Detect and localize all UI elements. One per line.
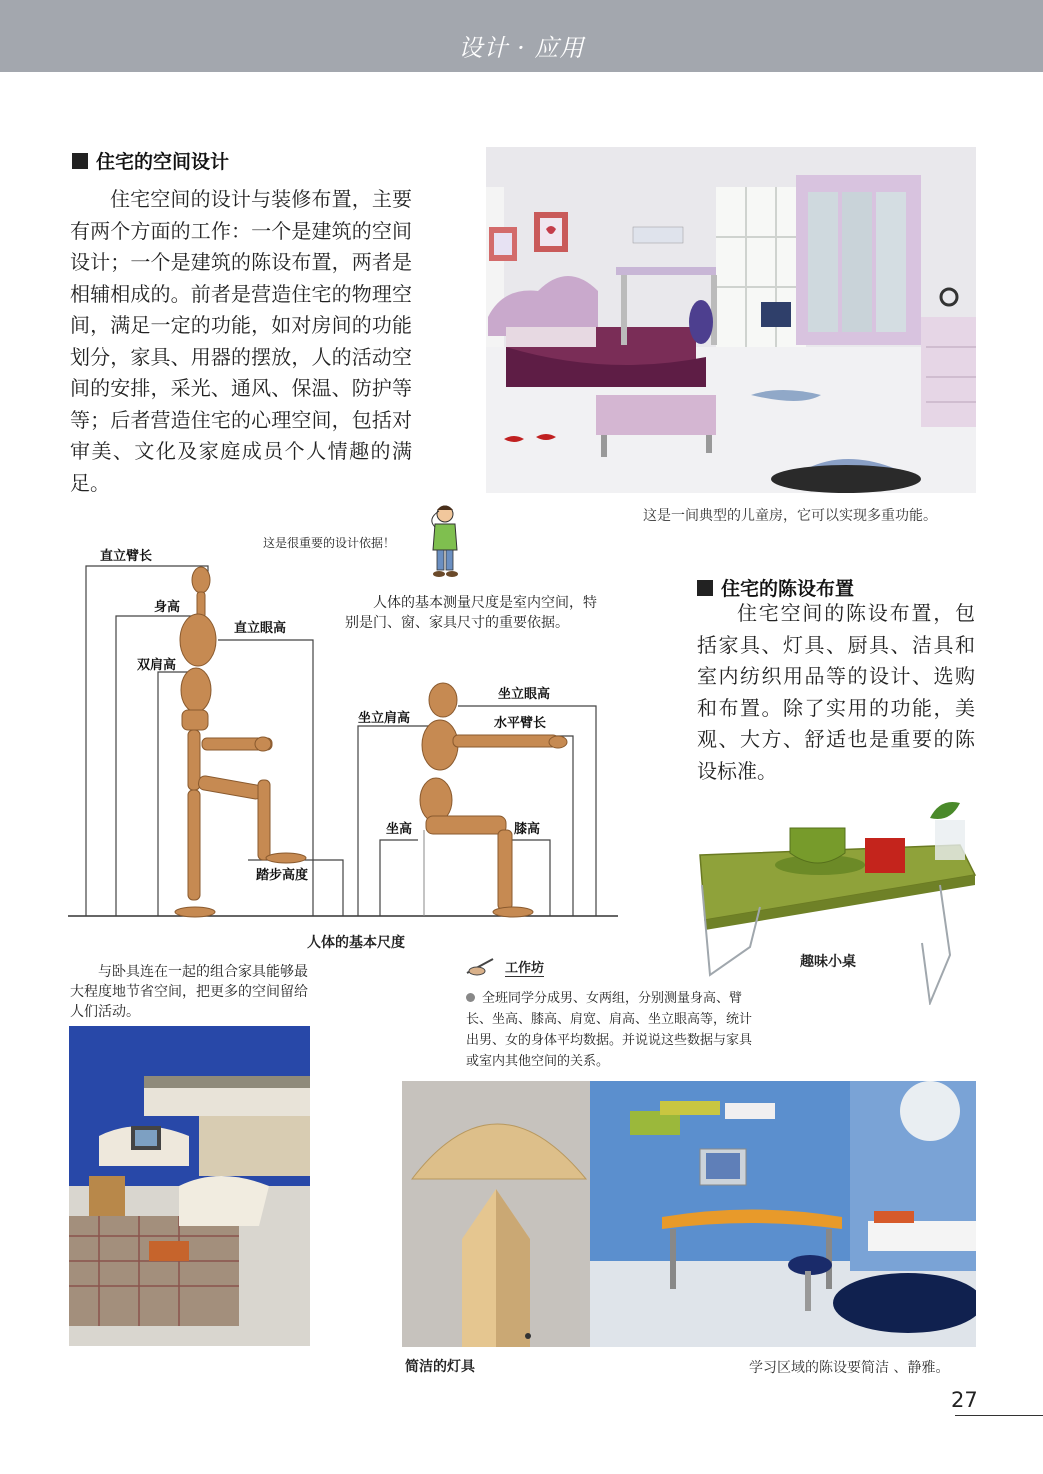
label-arm-reach-standing: 直立臂长 [100, 549, 153, 564]
label-height: 身高 [154, 600, 181, 615]
combo-furniture-photo [69, 1026, 310, 1346]
label-eye-height-standing: 直立眼高 [234, 621, 287, 636]
page-number: 27 [951, 1388, 978, 1412]
label-eye-height-seated: 坐立眼高 [498, 687, 551, 702]
study-area-caption: 学习区域的陈设要简洁 、静雅。 [749, 1360, 950, 1376]
kids-room-photo [486, 147, 976, 493]
label-seat-height: 坐高 [386, 822, 413, 837]
workshop-badge-label: 工作坊 [505, 957, 544, 977]
workshop-badge [465, 957, 544, 977]
combo-furniture-text: 与卧具连在一起的组合家具能够最大程度地节省空间，把更多的空间留给人们活动。 [70, 964, 308, 1020]
body-dimensions-note: 人体的基本测量尺度是室内空间，特别是门、窗、家具尺寸的重要依据。 [345, 595, 597, 631]
label-step-height: 踏步高度 [256, 868, 309, 883]
label-shoulder-height: 双肩高 [137, 658, 177, 673]
lamp-photo [402, 1081, 590, 1347]
workshop-text [466, 988, 756, 1072]
section-space-design-paragraph: 住宅空间的设计与装修布置，主要有两个方面的工作：一个是建筑的空间设计；一个是建筑的陈设布置，两者是相辅相成的。前者是营造住宅的物理空间，满足一定的功能，如对房间的功能划分，家具、用器的摆放，人的活动空间的安排，采光、通风、保温、防护等等；后者营造住宅的心理空间，包括对审美、文化及家庭成员个人情趣的满足。 [70, 187, 412, 495]
page-number-rule [955, 1415, 1043, 1416]
label-knee-height: 膝高 [514, 822, 541, 837]
pen-hand-icon [465, 957, 499, 977]
bullet-icon [466, 993, 475, 1002]
callout-text: 这是很重要的设计依据！ [263, 536, 396, 550]
study-area-photo [590, 1081, 976, 1347]
lamp-caption: 简洁的灯具 [405, 1359, 475, 1375]
body-dimensions-title: 人体的基本尺度 [307, 935, 405, 951]
fun-table-illustration [690, 800, 980, 1005]
kids-room-caption: 这是一间典型的儿童房，它可以实现多重功能。 [643, 508, 937, 524]
square-bullet-icon [697, 580, 713, 596]
label-shoulder-height-seated: 坐立肩高 [358, 711, 411, 726]
section-space-design-heading [72, 147, 229, 174]
section-furnishing-paragraph: 住宅空间的陈设布置，包括家具、灯具、厨具、洁具和室内纺织用品等的设计、选购和布置。除了实用的功能，美观、大方、舒适也是重要的陈设标准。 [697, 601, 975, 783]
section-space-design-title: 住宅的空间设计 [96, 151, 230, 173]
section-furnishing-title: 住宅的陈设布置 [721, 578, 855, 600]
section-furnishing-heading [697, 574, 854, 601]
fun-table-caption: 趣味小桌 [800, 954, 856, 970]
workshop-text-body: 全班同学分成男、女两组，分别测量身高、臂长、坐高、膝高、肩宽、肩高、坐立眼高等，统计出男、女的身体平均数据。并说说这些数据与家具或室内其他空间的关系。 [466, 991, 753, 1069]
label-arm-horizontal: 水平臂长 [494, 716, 547, 731]
page-header-title: 设计 · 应用 [458, 34, 585, 62]
square-bullet-icon [72, 153, 88, 169]
